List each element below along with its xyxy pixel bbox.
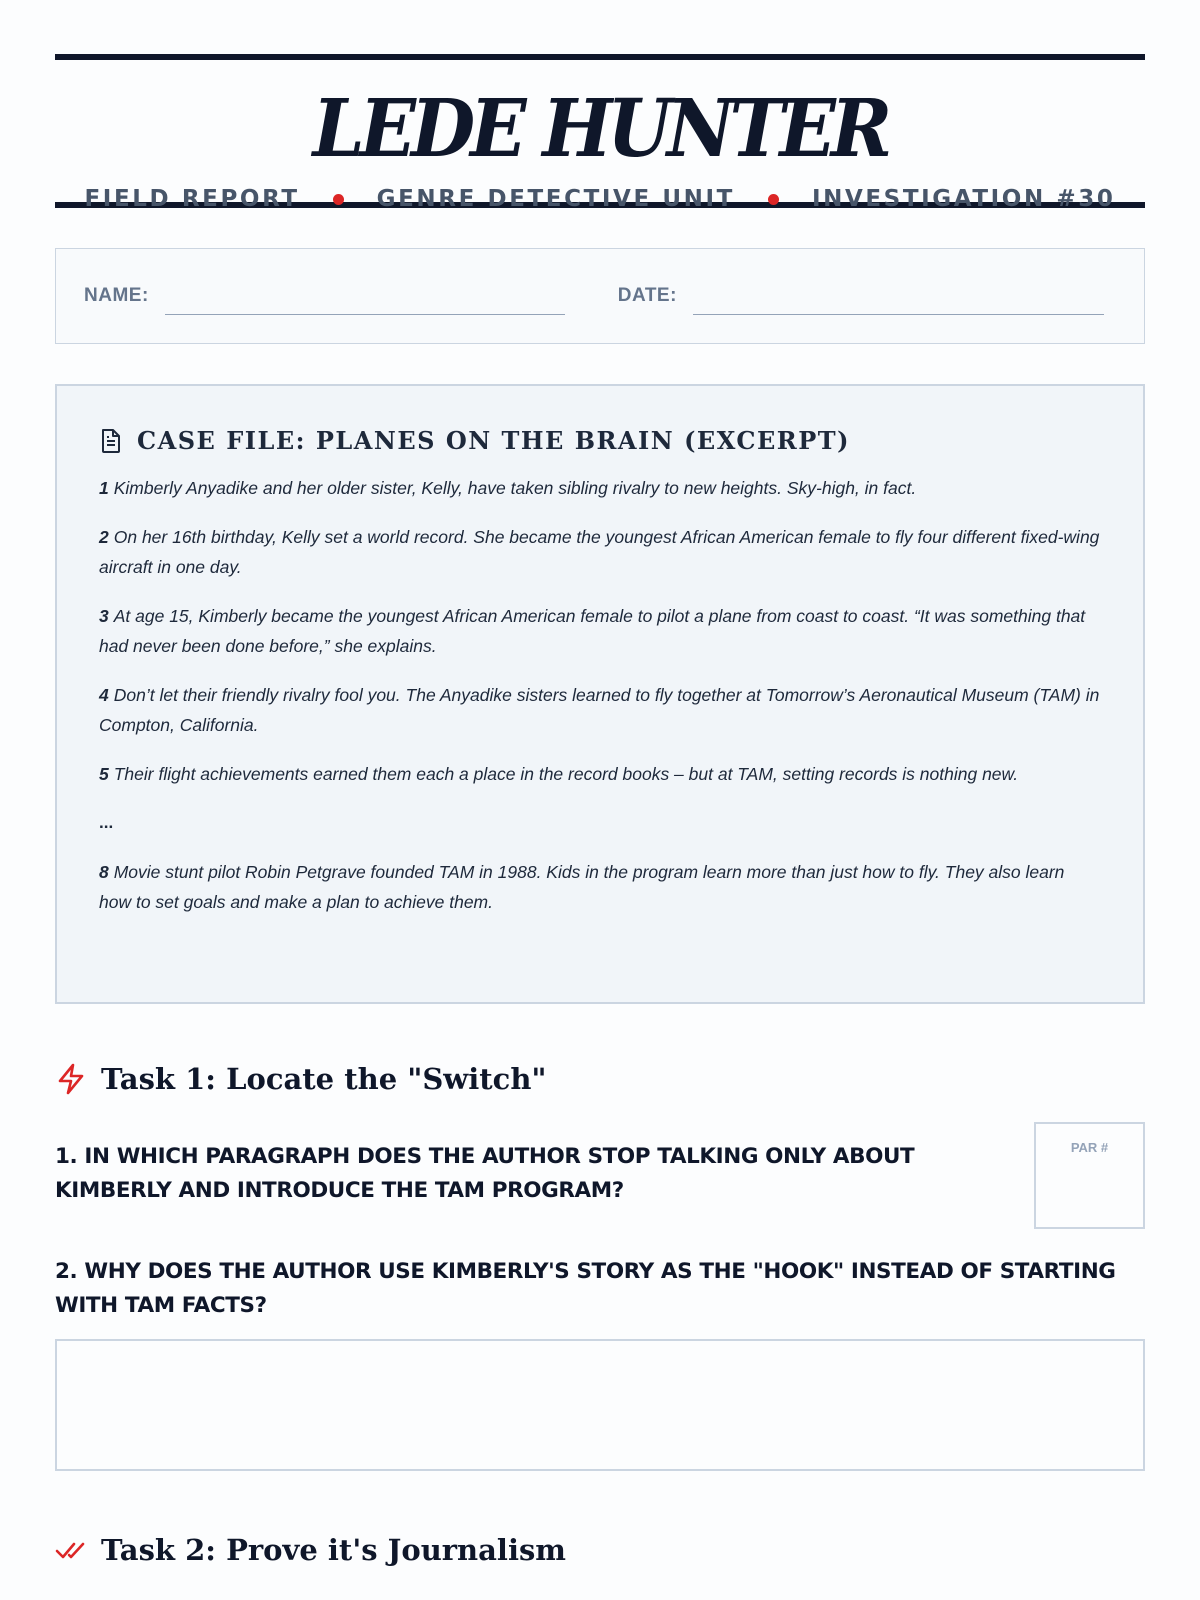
masthead-subtitle xyxy=(55,186,1145,212)
task1-question2: 2. WHY DOES THE AUTHOR USE KIMBERLY'S STORY AS THE "HOOK" INSTEAD OF STARTING WITH TAM FACTS? xyxy=(55,1259,1116,1318)
task1-question1-row xyxy=(55,1122,1145,1229)
task1-header xyxy=(55,1062,1145,1096)
name-field[interactable] xyxy=(165,294,565,315)
lightning-icon xyxy=(55,1062,87,1096)
excerpt-paragraph: 4 Don’t let their friendly rivalry fool you. The Anyadike sisters learned to fly together at Tomorrow’s Aeronautical Museum (TAM) in Compton, California. xyxy=(99,685,1100,735)
task2-title: Task 2: Prove it's Journalism xyxy=(101,1533,566,1567)
masthead xyxy=(55,60,1145,212)
document-icon xyxy=(99,428,123,454)
student-info-box xyxy=(55,248,1145,344)
paragraph-number-answer-box[interactable] xyxy=(1034,1122,1145,1229)
subtitle-investigation: INVESTIGATION #30 xyxy=(811,186,1116,212)
date-label: DATE: xyxy=(617,285,677,306)
excerpt-ellipsis: ... xyxy=(99,813,114,832)
bullet-dot xyxy=(768,194,779,205)
case-file-title: CASE FILE: PLANES ON THE BRAIN (EXCERPT) xyxy=(137,426,851,455)
date-field[interactable] xyxy=(693,294,1104,315)
task1-question1: 1. IN WHICH PARAGRAPH DOES THE AUTHOR STOP TALKING ONLY ABOUT KIMBERLY AND INTRODUCE THE TAM PROGRAM? xyxy=(55,1144,915,1203)
excerpt-paragraph: 2 On her 16th birthday, Kelly set a world record. She became the youngest African American female to fly four different fixed-wing aircraft in one day. xyxy=(99,527,1100,577)
worksheet-page xyxy=(0,54,1200,1600)
double-check-icon xyxy=(55,1538,87,1562)
task2-header xyxy=(55,1533,1145,1567)
excerpt-paragraph: 3 At age 15, Kimberly became the youngest African American female to pilot a plane from coast to coast. “It was something that had never been done before,” she explains. xyxy=(99,606,1086,656)
case-file-panel xyxy=(55,384,1145,1004)
name-label: NAME: xyxy=(84,285,149,306)
bullet-dot xyxy=(333,194,344,205)
par-number-label: PAR # xyxy=(1070,1140,1109,1155)
worksheet-title: LEDE HUNTER xyxy=(312,82,888,176)
task1-question2-answer-box[interactable] xyxy=(55,1339,1145,1471)
task1-title: Task 1: Locate the "Switch" xyxy=(101,1062,547,1096)
subtitle-field-report: FIELD REPORT xyxy=(84,186,300,212)
excerpt-paragraph: 1 Kimberly Anyadike and her older sister, Kelly, have taken sibling rivalry to new heights. Sky-high, in fact. xyxy=(99,478,917,498)
case-file-header xyxy=(99,426,1101,455)
excerpt-paragraph: 8 Movie stunt pilot Robin Petgrave founded TAM in 1988. Kids in the program learn more than just how to fly. They also learn how to set goals and make a plan to achieve them. xyxy=(99,862,1065,912)
excerpt-paragraph: 5 Their flight achievements earned them each a place in the record books – but at TAM, setting records is nothing new. xyxy=(99,764,1019,784)
subtitle-unit: GENRE DETECTIVE UNIT xyxy=(376,186,735,212)
